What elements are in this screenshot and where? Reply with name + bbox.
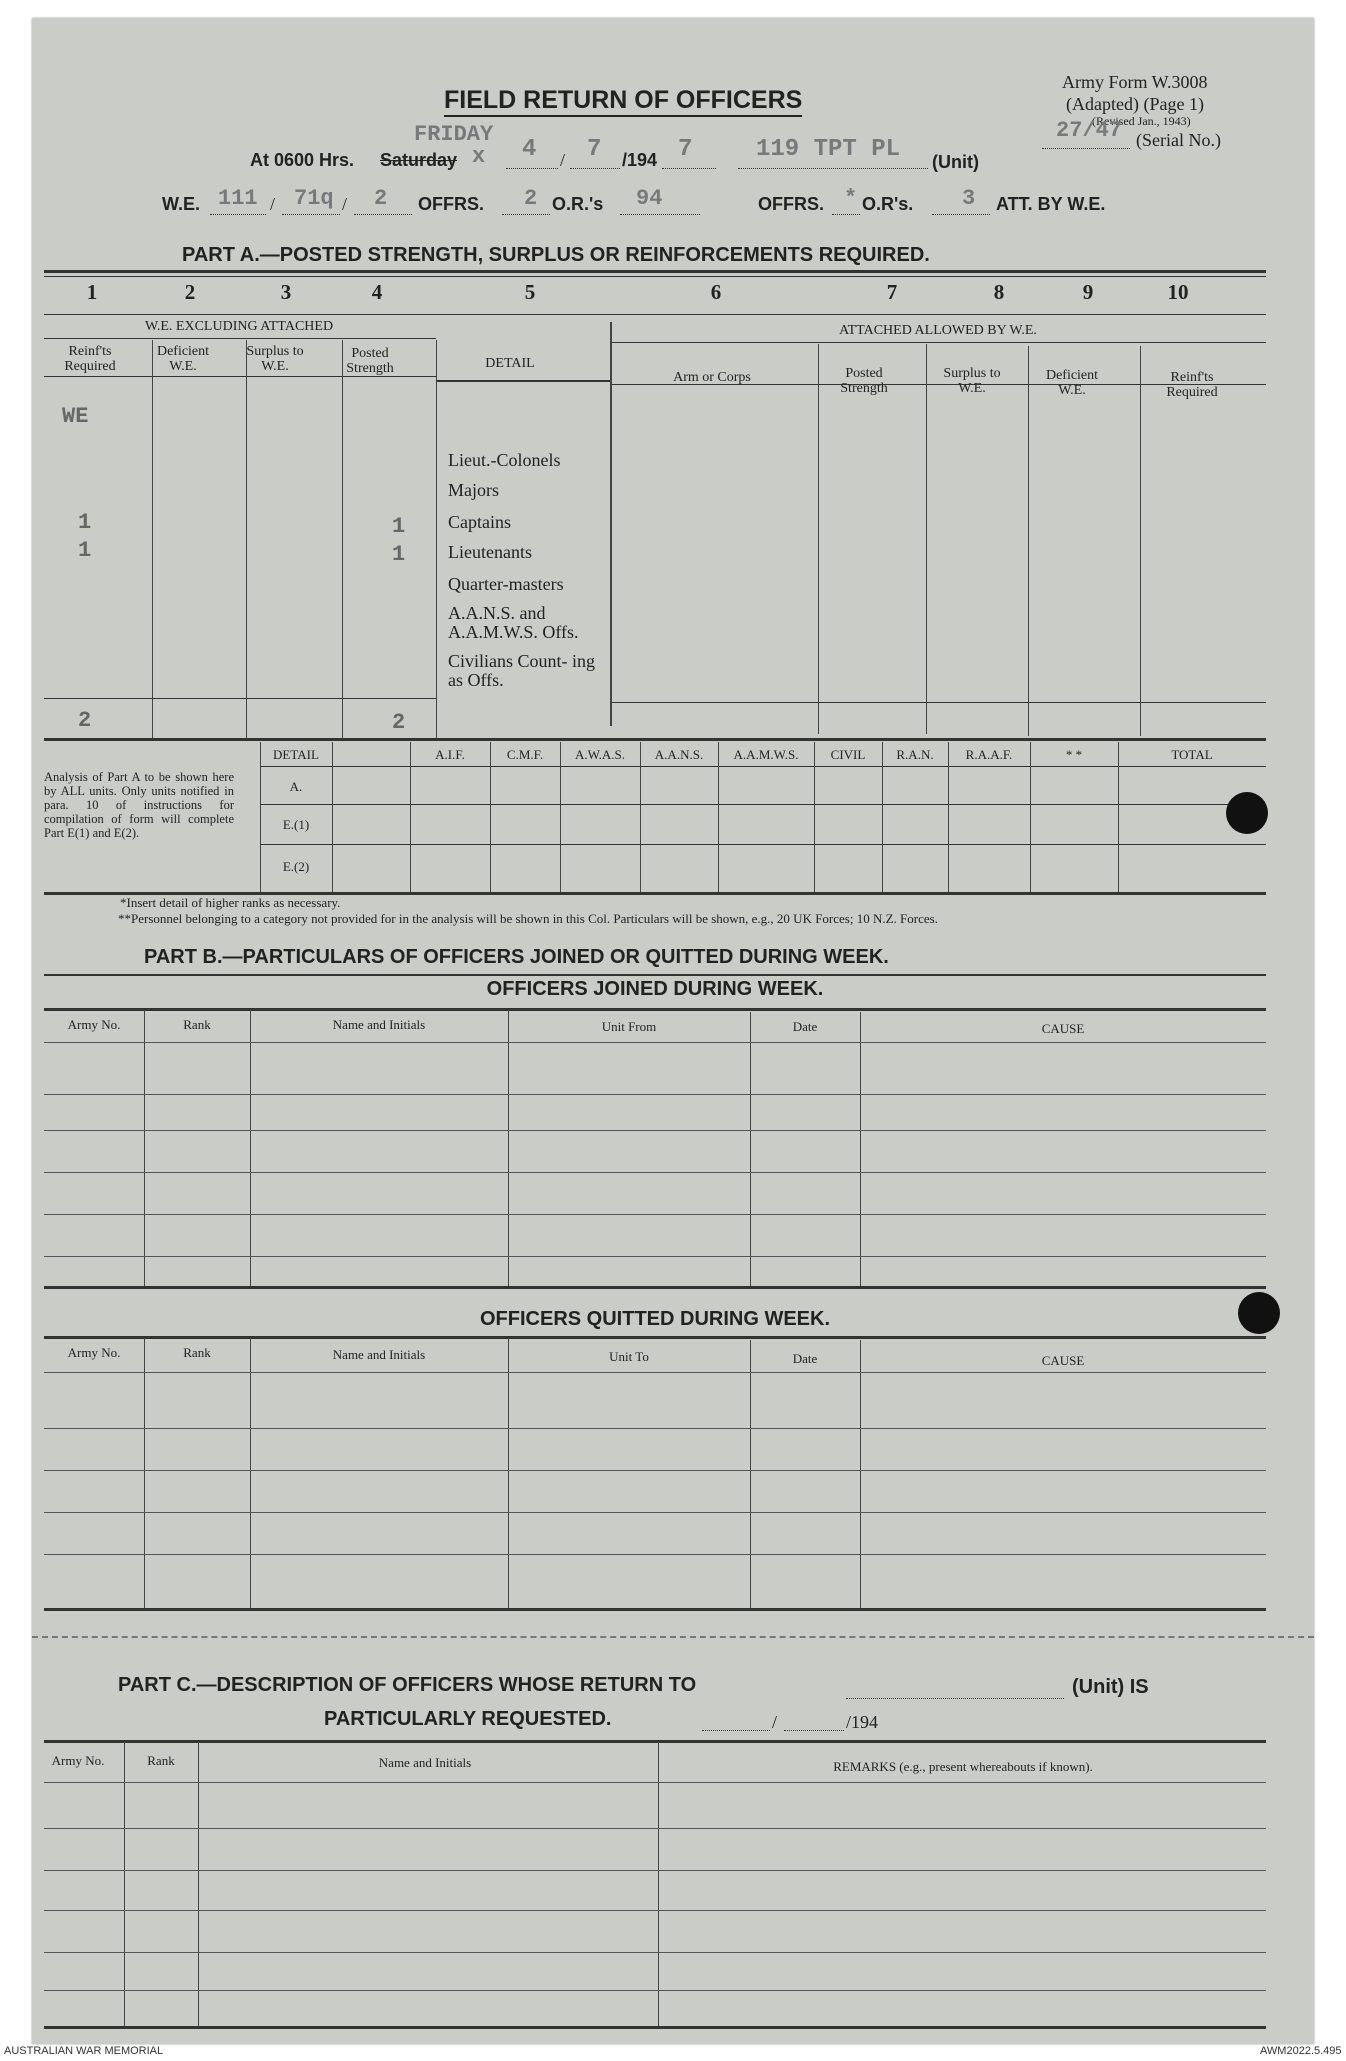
rank-lieut-colonels: Lieut.-Colonels — [448, 450, 561, 470]
quitted-row-2 — [44, 1470, 1266, 1471]
joined-title: OFFICERS JOINED DURING WEEK. — [486, 978, 824, 1000]
date-month: 7 — [587, 136, 602, 163]
group-left-rule — [44, 338, 436, 339]
vline-an2 — [410, 742, 411, 892]
footnote-1: *Insert detail of higher ranks as necessary. — [120, 895, 341, 910]
header-posted-2: Posted Strength — [840, 366, 888, 396]
analysis-h-other: * * — [1065, 747, 1083, 762]
analysis-h-aif: A.I.F. — [435, 747, 465, 762]
joined-rule-header — [44, 1042, 1266, 1043]
quitted-row-1 — [44, 1428, 1266, 1429]
joined-h-name: Name and Initials — [332, 1017, 426, 1032]
col-number-1: 1 — [86, 280, 98, 304]
vline-q1 — [144, 1338, 145, 1608]
ors-value: 94 — [636, 186, 663, 211]
part-c-date-line-1 — [702, 1730, 770, 1731]
vline-a1 — [152, 340, 153, 738]
joined-rule-bottom — [44, 1286, 1266, 1289]
analysis-h-ran: R.A.N. — [896, 747, 934, 762]
group-right-header: ATTACHED ALLOWED BY W.E. — [839, 323, 1037, 338]
header-rule-detail — [436, 380, 610, 382]
we-line-1 — [210, 214, 266, 215]
offrs2-line — [832, 214, 860, 215]
offrs-label: OFFRS. — [418, 194, 484, 214]
col-number-4: 4 — [371, 280, 383, 304]
vline-an7 — [814, 742, 815, 892]
part-c-row-4 — [44, 1952, 1266, 1953]
ors2-line — [932, 214, 990, 215]
quitted-h-date: Date — [792, 1351, 818, 1366]
part-c-row-3 — [44, 1910, 1266, 1911]
vline-an6 — [718, 742, 719, 892]
day-typed: FRIDAY — [414, 122, 494, 147]
header-detail: DETAIL — [485, 356, 535, 371]
vline-q3 — [508, 1338, 509, 1608]
quitted-rule-header — [44, 1372, 1266, 1373]
revised-note: (Revised Jan., 1943) — [1092, 114, 1191, 128]
part-c-rule-top — [44, 1740, 1266, 1743]
vline-an3 — [490, 742, 491, 892]
vline-an8 — [882, 742, 883, 892]
rank-aans: A.A.N.S. and A.A.M.W.S. Offs. — [448, 603, 579, 642]
date-day: 4 — [522, 136, 537, 163]
part-a-rule-bottom — [44, 738, 1266, 741]
header-posted: Posted Strength — [346, 346, 394, 376]
header-deficient: Deficient W.E. — [156, 344, 210, 374]
captains-reinf: 1 — [78, 510, 92, 535]
total-rule-right — [612, 702, 1266, 703]
footer-accession: AWM2022.5.495 — [1260, 2045, 1342, 2057]
analysis-h-total: TOTAL — [1171, 747, 1213, 762]
vline-a8 — [1028, 346, 1029, 736]
analysis-h-aans: A.A.N.S. — [654, 747, 704, 762]
vline-a9 — [1140, 346, 1141, 736]
joined-row-2 — [44, 1130, 1266, 1131]
part-c-rule-header — [44, 1782, 1266, 1783]
joined-row-4 — [44, 1214, 1266, 1215]
at-hours-label: At 0600 Hrs. — [250, 150, 355, 170]
vline-q4 — [750, 1340, 751, 1608]
vline-c2 — [198, 1742, 199, 2028]
unit-label: (Unit) — [932, 152, 979, 172]
att-label: ATT. BY W.E. — [996, 194, 1106, 214]
part-c-h-rank: Rank — [147, 1753, 175, 1768]
part-b-title: PART B.—PARTICULARS OF OFFICERS JOINED OR QUITTED DURING WEEK. — [144, 946, 889, 968]
col-number-3: 3 — [280, 280, 292, 304]
total-posted: 2 — [392, 710, 406, 735]
rank-quarter-masters: Quarter-masters — [448, 574, 564, 594]
part-c-unit-line — [846, 1698, 1064, 1699]
vline-j2 — [250, 1010, 251, 1286]
form-title: FIELD RETURN OF OFFICERS — [444, 86, 802, 117]
ors-label: O.R.'s — [552, 194, 604, 214]
header-arm: Arm or Corps — [673, 370, 751, 385]
day-printed: Saturday — [380, 150, 458, 170]
analysis-note: Analysis of Part A to be shown here by ALL units. Only units notified in para. 10 of instructions for compilation of form will complete Part E(1) and E(2). — [44, 770, 234, 840]
analysis-h-awas: A.W.A.S. — [574, 747, 626, 762]
part-c-date-line-2 — [784, 1730, 844, 1731]
vline-a3 — [342, 340, 343, 738]
rank-civilians: Civilians Count- ing as Offs. — [448, 651, 596, 690]
group-left-header: W.E. EXCLUDING ATTACHED — [144, 319, 334, 334]
vline-an4 — [560, 742, 561, 892]
part-c-row-1 — [44, 1828, 1266, 1829]
quitted-rule-bottom — [44, 1608, 1266, 1611]
joined-h-unit-from: Unit From — [601, 1019, 657, 1034]
offrs2-label: OFFRS. — [758, 194, 824, 214]
vline-q5 — [860, 1340, 861, 1608]
we-sep-2: / — [342, 194, 348, 214]
we-label: W.E. — [162, 194, 201, 214]
analysis-row-a: A. — [289, 779, 303, 794]
col-number-8: 8 — [993, 280, 1005, 304]
analysis-row-rule-1 — [260, 804, 1266, 805]
total-reinf: 2 — [78, 708, 92, 733]
joined-row-3 — [44, 1172, 1266, 1173]
total-rule-left — [44, 698, 436, 699]
quitted-h-rank: Rank — [183, 1345, 211, 1360]
date-day-line — [506, 168, 558, 169]
header-reinf-2: Reinf'ts Required — [1166, 370, 1218, 400]
analysis-h-cmf: C.M.F. — [506, 747, 544, 762]
vline-a7 — [926, 344, 927, 734]
unit-value: 119 TPT PL — [756, 136, 901, 163]
quitted-h-name: Name and Initials — [332, 1347, 426, 1362]
quitted-title: OFFICERS QUITTED DURING WEEK. — [480, 1308, 830, 1330]
quitted-h-army-no: Army No. — [67, 1345, 121, 1360]
rank-lieutenants: Lieutenants — [448, 542, 532, 562]
year-line — [662, 168, 716, 169]
part-c-h-remarks: REMARKS (e.g., present whereabouts if known). — [833, 1759, 1093, 1774]
header-surplus-2: Surplus to W.E. — [943, 366, 1001, 396]
day-overstrike: x — [472, 144, 486, 169]
footer-credit: AUSTRALIAN WAR MEMORIAL — [4, 2045, 164, 2057]
vline-j3 — [508, 1010, 509, 1286]
perforation — [32, 1636, 1314, 1638]
punch-hole-top — [1226, 792, 1268, 834]
rank-majors: Majors — [448, 480, 499, 500]
part-c-date-sep: / — [772, 1712, 778, 1732]
analysis-h-aamws: A.A.M.W.S. — [733, 747, 799, 762]
serial-label: (Serial No.) — [1136, 130, 1221, 150]
offrs-we-line — [354, 214, 412, 215]
analysis-h-detail: DETAIL — [273, 747, 319, 762]
header-reinf: Reinf'ts Required — [64, 344, 116, 374]
part-c-row-2 — [44, 1870, 1266, 1871]
offrs-value: 2 — [524, 186, 538, 211]
joined-row-1 — [44, 1094, 1266, 1095]
vline-a2 — [246, 340, 247, 738]
part-c-year: /194 — [846, 1712, 879, 1732]
vline-j1 — [144, 1010, 145, 1286]
vline-a4 — [436, 340, 437, 738]
offrs-we: 2 — [374, 186, 388, 211]
joined-h-cause: CAUSE — [1041, 1021, 1085, 1036]
analysis-h-raaf: R.A.A.F. — [965, 747, 1013, 762]
ors2-value: 3 — [962, 186, 976, 211]
col-number-10: 10 — [1167, 280, 1189, 304]
col-number-6: 6 — [710, 280, 722, 304]
part-c-row-5 — [44, 1990, 1266, 1991]
vline-an11 — [1118, 742, 1119, 892]
part-a-rule-top — [44, 270, 1266, 273]
joined-h-rank: Rank — [183, 1017, 211, 1032]
vline-q2 — [250, 1338, 251, 1608]
vline-an5 — [640, 742, 641, 892]
analysis-row-e1: E.(1) — [282, 817, 310, 832]
analysis-h-civil: CIVIL — [830, 747, 866, 762]
header-deficient-2: Deficient W.E. — [1045, 368, 1099, 398]
year-prefix: /194 — [622, 150, 658, 170]
quitted-h-unit-to: Unit To — [609, 1349, 649, 1364]
ors2-label: O.R's. — [862, 194, 914, 214]
captains-posted: 1 — [392, 514, 406, 539]
serial-value: 27/47 — [1056, 118, 1123, 143]
offrs-line — [502, 214, 550, 215]
form-sheet — [32, 18, 1314, 2044]
we-sep-1: / — [270, 194, 276, 214]
offrs2-value: * — [844, 186, 858, 211]
quitted-rule-top — [44, 1336, 1266, 1339]
header-rule-left — [44, 376, 436, 377]
part-a-rule-2 — [44, 276, 1266, 277]
we-line-2 — [282, 214, 340, 215]
vline-j5 — [860, 1012, 861, 1286]
rank-captains: Captains — [448, 512, 511, 532]
part-b-rule-1 — [44, 974, 1266, 976]
vline-an10 — [1030, 742, 1031, 892]
vline-a5 — [610, 322, 612, 726]
joined-h-date: Date — [792, 1019, 818, 1034]
footnote-2: **Personnel belonging to a category not provided for in the analysis will be shown in this Col. Particulars will be shown, e.g., 20 UK Forces; 10 N.Z. Forces. — [118, 911, 938, 926]
vline-c1 — [124, 1742, 125, 2028]
lieutenants-posted: 1 — [392, 542, 406, 567]
part-c-title-1: PART C.—DESCRIPTION OF OFFICERS WHOSE RETURN TO — [118, 1674, 697, 1696]
we-value-2: 71q — [294, 186, 334, 211]
punch-hole-bottom — [1238, 1292, 1280, 1334]
part-c-title-2: PARTICULARLY REQUESTED. — [324, 1708, 612, 1730]
vline-j4 — [750, 1012, 751, 1286]
lieutenants-reinf: 1 — [78, 538, 92, 563]
adapted-note: (Adapted) (Page 1) — [1066, 94, 1204, 114]
quitted-h-cause: CAUSE — [1041, 1353, 1085, 1368]
joined-row-5 — [44, 1256, 1266, 1257]
ors-line — [620, 214, 700, 215]
col-number-5: 5 — [524, 280, 536, 304]
vline-an1 — [332, 742, 333, 892]
vline-a6 — [818, 344, 819, 734]
joined-h-army-no: Army No. — [67, 1017, 121, 1032]
part-c-h-army-no: Army No. — [51, 1753, 105, 1768]
we-mark: WE — [62, 404, 89, 429]
joined-rule-top — [44, 1008, 1266, 1011]
army-form-number: Army Form W.3008 — [1062, 72, 1208, 92]
header-rule-right — [612, 384, 1266, 385]
vline-c3 — [658, 1742, 659, 2028]
date-month-line — [570, 168, 620, 169]
unit-line — [738, 168, 928, 169]
quitted-row-3 — [44, 1512, 1266, 1513]
serial-line — [1042, 148, 1130, 149]
col-number-7: 7 — [886, 280, 898, 304]
part-c-rule-bottom — [44, 2026, 1266, 2029]
date-sep: / — [560, 150, 566, 170]
quitted-row-4 — [44, 1554, 1266, 1555]
part-a-rule-3 — [44, 314, 1266, 315]
part-c-h-name: Name and Initials — [378, 1755, 472, 1770]
year-digit: 7 — [678, 136, 693, 163]
col-number-2: 2 — [184, 280, 196, 304]
we-value-1: 111 — [218, 186, 258, 211]
analysis-row-rule-2 — [260, 844, 1266, 845]
vline-an9 — [948, 742, 949, 892]
group-right-rule — [612, 342, 1266, 343]
col-number-9: 9 — [1082, 280, 1094, 304]
part-c-unit-is: (Unit) IS — [1072, 1676, 1149, 1698]
part-a-title: PART A.—POSTED STRENGTH, SURPLUS OR REINFORCEMENTS REQUIRED. — [182, 244, 930, 266]
header-surplus: Surplus to W.E. — [246, 344, 304, 374]
analysis-row-e2: E.(2) — [282, 859, 310, 874]
